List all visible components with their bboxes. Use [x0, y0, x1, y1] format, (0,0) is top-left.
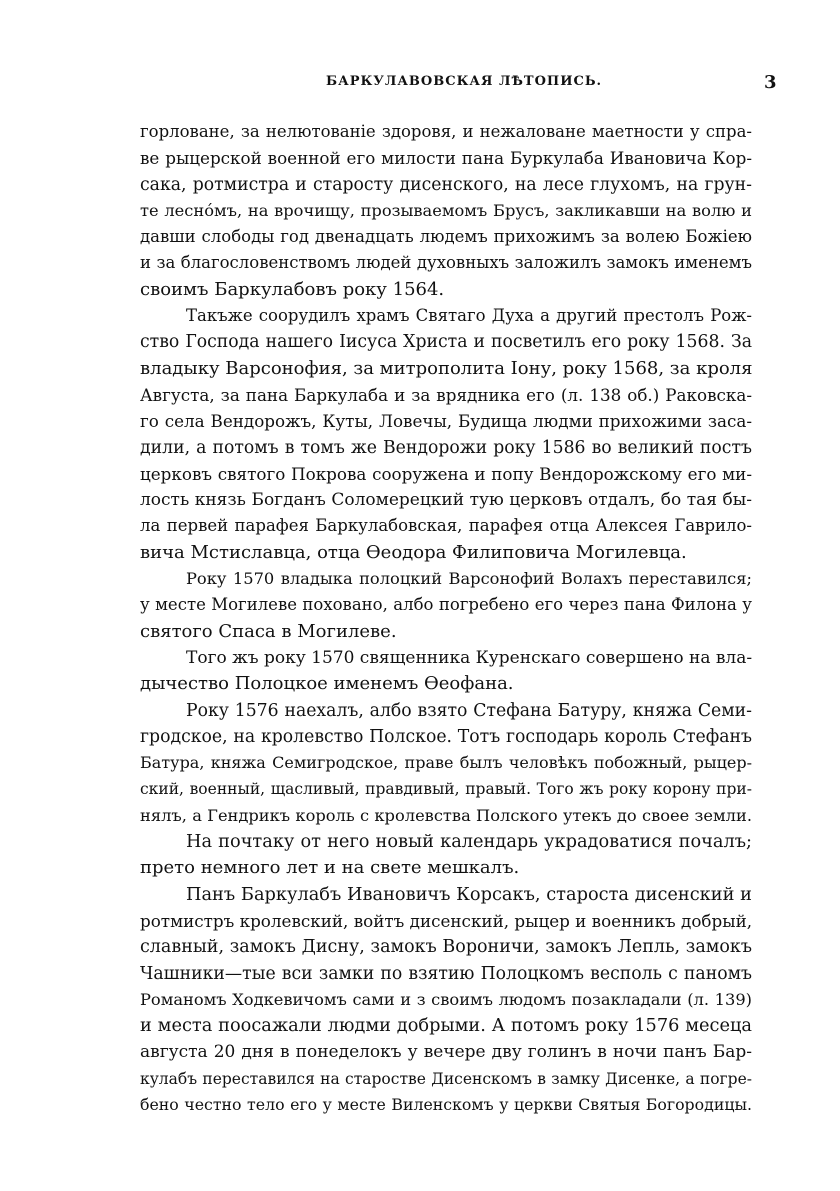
text-line: Романомъ Ходкевичомъ сами и з своимъ людомъ позакладали (л. 139): [140, 989, 752, 1009]
text-line: Чашники—тые вси замки по взятию Полоцкомъ весполь с паномъ: [140, 963, 752, 984]
text-line: и за благословенствомъ людей духовныхъ заложилъ замокъ именемъ: [140, 253, 752, 273]
text-line: Батура, княжа Семигродское, праве былъ человѣкъ побожный, рыцер-: [140, 753, 752, 773]
text-line: Того жъ року 1570 священника Куренскаго совершено на вла-: [186, 647, 752, 668]
text-line: прето немного лет и на свете мешкалъ.: [140, 857, 520, 879]
text-line: ство Господа нашего Іисуса Христа и посветилъ его року 1568. За: [140, 332, 752, 353]
text-line: ла первей парафея Баркулабовская, парафея отца Алексея Гаврило-: [140, 516, 752, 536]
text-line: давши слободы год двенадцать людемъ прихожимъ за волею Божіею: [140, 227, 752, 247]
paragraph: [140, 829, 752, 882]
text-line: августа 20 дня в понеделокъ у вечере дву голинъ в ночи панъ Бар-: [140, 1042, 752, 1063]
paragraph: [140, 882, 752, 1119]
text-line: церковъ святого Покрова сооружена и попу Вендорожскому его ми-: [140, 463, 752, 484]
text-line: дычество Полоцкое именемъ Ѳеофана.: [140, 673, 514, 695]
text-line: славный, замокъ Дисну, замокъ Вороничи, замокъ Лепль, замокъ: [140, 937, 752, 958]
text-line: ский, военный, щасливый, правдивый, правый. Того жъ року корону при-: [140, 780, 752, 799]
paragraph: [140, 119, 752, 303]
text-line: вича Мстиславца, отца Ѳеодора Филиповича Могилевца.: [140, 541, 687, 563]
running-header: БАРКУЛАВОВСКАЯ ЛѢТОПИСЬ.: [326, 74, 603, 89]
body-text: [140, 119, 752, 1118]
text-line: На почтаку от него новый календарь украдоватися почалъ;: [186, 832, 752, 853]
text-line: гродское, на кролевство Полское. Тотъ господарь король Стефанъ: [140, 726, 752, 747]
text-line: ве рыцерской военной его милости пана Буркулаба Ивановича Кор-: [140, 148, 752, 169]
paragraph: [140, 645, 752, 698]
text-line: сака, ротмистра и старосту дисенского, на лесе глухомъ, на грун-: [140, 174, 752, 195]
text-line: кулабъ переставился на старостве Дисенскомъ в замку Дисенке, а погре-: [140, 1069, 752, 1088]
text-line: Року 1570 владыка полоцкий Варсонофий Волахъ переставился;: [186, 569, 752, 589]
text-line: бено честно тело его у месте Виленскомъ у церкви Святыя Богородицы.: [140, 1094, 752, 1114]
text-line: Панъ Баркулабъ Ивановичъ Корсакъ, староста дисенский и: [186, 884, 752, 905]
text-line: Року 1576 наехалъ, албо взято Стефана Батуру, княжа Семи-: [186, 700, 752, 721]
page-number: 3: [764, 72, 777, 93]
text-line: горловане, за нелютованіе здоровя, и нежаловане маетности у спра-: [140, 122, 752, 141]
text-line: ротмистръ кролевский, войтъ дисенский, рыцер и военникъ добрый,: [140, 910, 752, 931]
text-line: нялъ, а Гендрикъ король с кролевства Полского утекъ до своее земли.: [140, 805, 752, 825]
paragraph: [140, 566, 752, 645]
text-line: святого Спаса в Могилеве.: [140, 620, 397, 642]
paragraph: [140, 303, 752, 566]
text-line: владыку Варсонофия, за митрополита Іону, року 1568, за кроля: [140, 357, 752, 379]
text-line: и места поосажали людми добрыми. А потомъ року 1576 месеца: [140, 1016, 752, 1037]
text-line: го села Вендорожъ, Куты, Ловечы, Будища людми прихожими заса-: [140, 411, 752, 432]
text-line: те леснóмъ, на врочищу, прозываемомъ Брусъ, закликавши на волю и: [140, 200, 752, 220]
paragraph: [140, 698, 752, 829]
text-line: Такъже соорудилъ храмъ Святаго Духа а другий престолъ Рож-: [186, 306, 752, 326]
text-line: у месте Могилеве поховано, албо погребено его через пана Филона у: [140, 595, 752, 615]
text-line: дили, а потомъ в томъ же Вендорожи року 1586 во великий постъ: [140, 437, 752, 458]
text-line: Августа, за пана Баркулаба и за врядника его (л. 138 об.) Раковска-: [140, 384, 752, 405]
text-line: своимъ Баркулабовъ року 1564.: [140, 278, 445, 300]
text-line: лость князь Богданъ Соломерецкий тую церковъ отдалъ, бо тая бы-: [140, 490, 752, 511]
